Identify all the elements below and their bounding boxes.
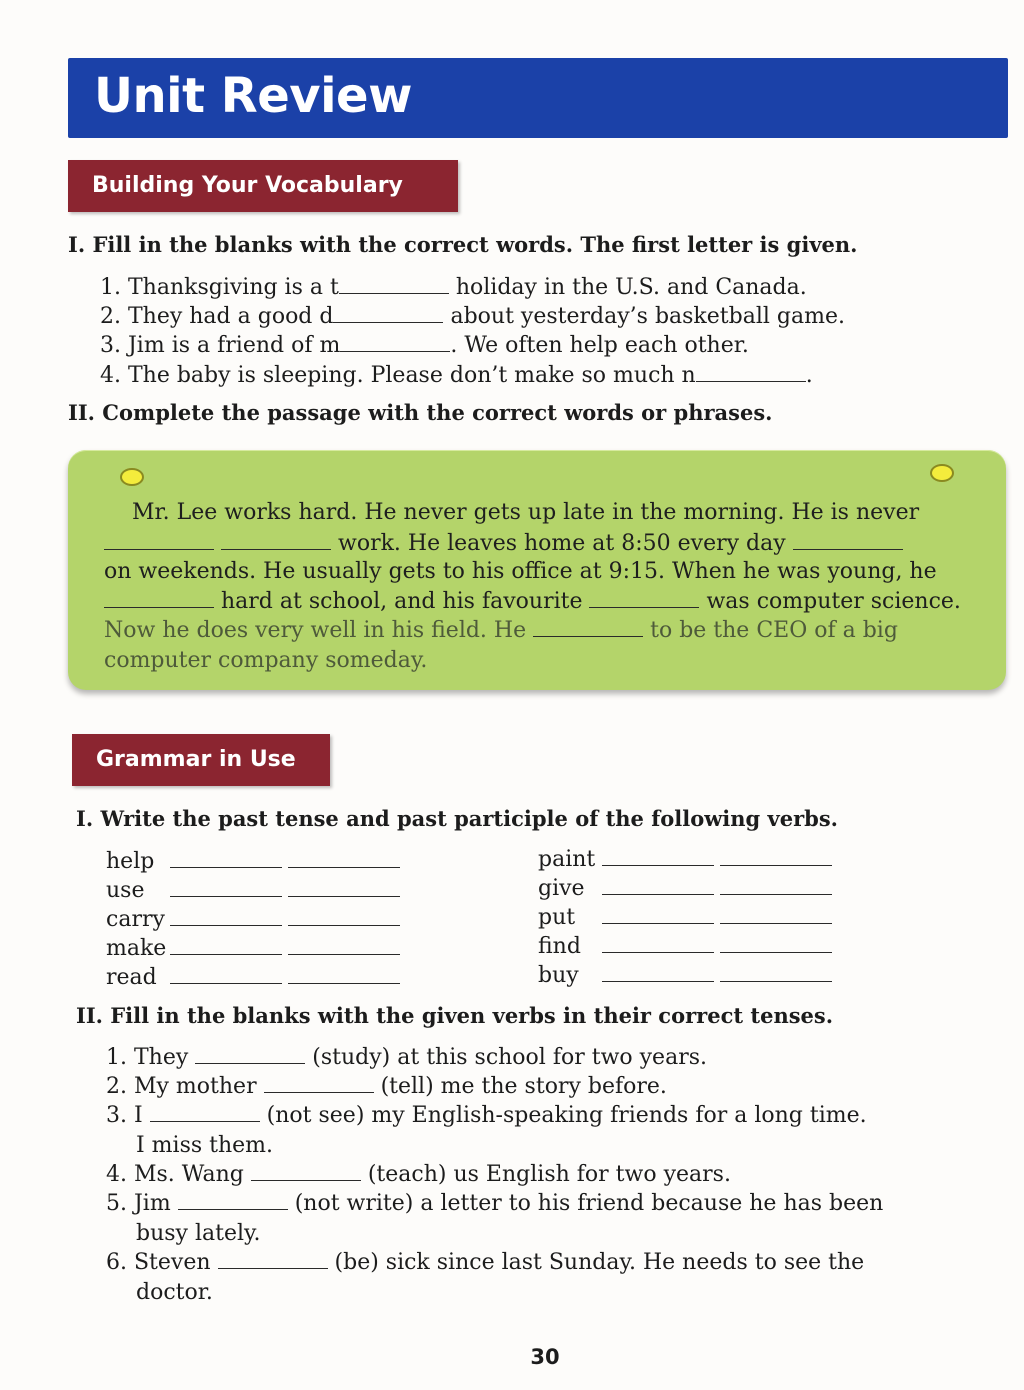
- verb-row: find: [538, 931, 838, 962]
- grammar-item-5-continuation: busy lately.: [136, 1221, 261, 1246]
- answer-blank[interactable]: [170, 875, 282, 897]
- grammar-item-4: 4. Ms. Wang (teach) us English for two years.: [106, 1159, 731, 1190]
- verb-row: help: [106, 846, 406, 877]
- verb-row: buy: [538, 960, 838, 991]
- grammar-item-6: 6. Steven (be) sick since last Sunday. He needs to see the: [106, 1247, 864, 1278]
- vocab-item-1: 1. Thanksgiving is a t holiday in the U.S. and Canada.: [100, 272, 807, 303]
- passage-line-2: work. He leaves home at 8:50 every day: [104, 528, 903, 559]
- answer-blank[interactable]: [589, 586, 699, 608]
- vocab-exercise-1-heading: I. Fill in the blanks with the correct words. The first letter is given.: [68, 232, 858, 257]
- answer-blank[interactable]: [170, 962, 282, 984]
- unit-banner: [68, 58, 1008, 138]
- grammar-item-6-continuation: doctor.: [136, 1280, 213, 1305]
- answer-blank[interactable]: [221, 528, 331, 550]
- verb-row: put: [538, 902, 838, 933]
- answer-blank[interactable]: [602, 902, 714, 924]
- grammar-exercise-1-heading: I. Write the past tense and past participle of the following verbs.: [76, 806, 838, 831]
- answer-blank[interactable]: [696, 360, 806, 382]
- answer-blank[interactable]: [793, 528, 903, 550]
- answer-blank[interactable]: [170, 904, 282, 926]
- answer-blank[interactable]: [195, 1042, 305, 1064]
- answer-blank[interactable]: [178, 1188, 288, 1210]
- verb-row: give: [538, 873, 838, 904]
- answer-blank[interactable]: [602, 960, 714, 982]
- answer-blank[interactable]: [602, 844, 714, 866]
- passage-line-5: Now he does very well in his field. He to be the CEO of a big: [104, 615, 898, 646]
- grammar-item-2: 2. My mother (tell) me the story before.: [106, 1071, 667, 1102]
- vocab-exercise-2-heading: II. Complete the passage with the correct words or phrases.: [68, 400, 773, 425]
- answer-blank[interactable]: [104, 528, 214, 550]
- answer-blank[interactable]: [720, 873, 832, 895]
- answer-blank[interactable]: [602, 931, 714, 953]
- answer-blank[interactable]: [170, 933, 282, 955]
- answer-blank[interactable]: [170, 846, 282, 868]
- vocab-item-2: 2. They had a good d about yesterday’s basketball game.: [100, 301, 845, 332]
- passage-line-6: computer company someday.: [104, 648, 428, 673]
- grammar-item-3: 3. I (not see) my English-speaking friends for a long time.: [106, 1100, 867, 1131]
- passage-line-1: Mr. Lee works hard. He never gets up late in the morning. He is never: [132, 500, 920, 525]
- answer-blank[interactable]: [288, 875, 400, 897]
- vocab-item-4: 4. The baby is sleeping. Please don’t make so much n .: [100, 360, 813, 391]
- verb-row: carry: [106, 904, 406, 935]
- grammar-item-1: 1. They (study) at this school for two years.: [106, 1042, 707, 1073]
- answer-blank[interactable]: [218, 1247, 328, 1269]
- grammar-item-5: 5. Jim (not write) a letter to his friend because he has been: [106, 1188, 883, 1219]
- answer-blank[interactable]: [104, 586, 214, 608]
- answer-blank[interactable]: [720, 960, 832, 982]
- answer-blank[interactable]: [251, 1159, 361, 1181]
- section-tag-vocabulary: Building Your Vocabulary: [68, 160, 458, 212]
- answer-blank[interactable]: [288, 962, 400, 984]
- page-number: 30: [530, 1345, 560, 1369]
- answer-blank[interactable]: [602, 873, 714, 895]
- verb-row: make: [106, 933, 406, 964]
- answer-blank[interactable]: [288, 904, 400, 926]
- answer-blank[interactable]: [720, 902, 832, 924]
- answer-blank[interactable]: [288, 933, 400, 955]
- answer-blank[interactable]: [339, 272, 449, 294]
- answer-blank[interactable]: [340, 330, 450, 352]
- answer-blank[interactable]: [720, 931, 832, 953]
- grammar-exercise-2-heading: II. Fill in the blanks with the given verbs in their correct tenses.: [76, 1003, 834, 1028]
- page-title: Unit Review: [94, 68, 412, 124]
- pin-icon: [120, 468, 144, 486]
- answer-blank[interactable]: [720, 844, 832, 866]
- pin-icon: [930, 464, 954, 482]
- verb-row: read: [106, 962, 406, 993]
- vocab-item-3: 3. Jim is a friend of m . We often help each other.: [100, 330, 749, 361]
- passage-line-3: on weekends. He usually gets to his office at 9:15. When he was young, he: [104, 559, 937, 584]
- answer-blank[interactable]: [533, 615, 643, 637]
- section-tag-grammar: Grammar in Use: [72, 734, 330, 786]
- grammar-item-3-continuation: I miss them.: [136, 1133, 274, 1158]
- answer-blank[interactable]: [150, 1100, 260, 1122]
- passage-line-4: hard at school, and his favourite was computer science.: [104, 586, 961, 617]
- answer-blank[interactable]: [333, 301, 443, 323]
- verb-row: use: [106, 875, 406, 906]
- verb-row: paint: [538, 844, 838, 875]
- answer-blank[interactable]: [264, 1071, 374, 1093]
- answer-blank[interactable]: [288, 846, 400, 868]
